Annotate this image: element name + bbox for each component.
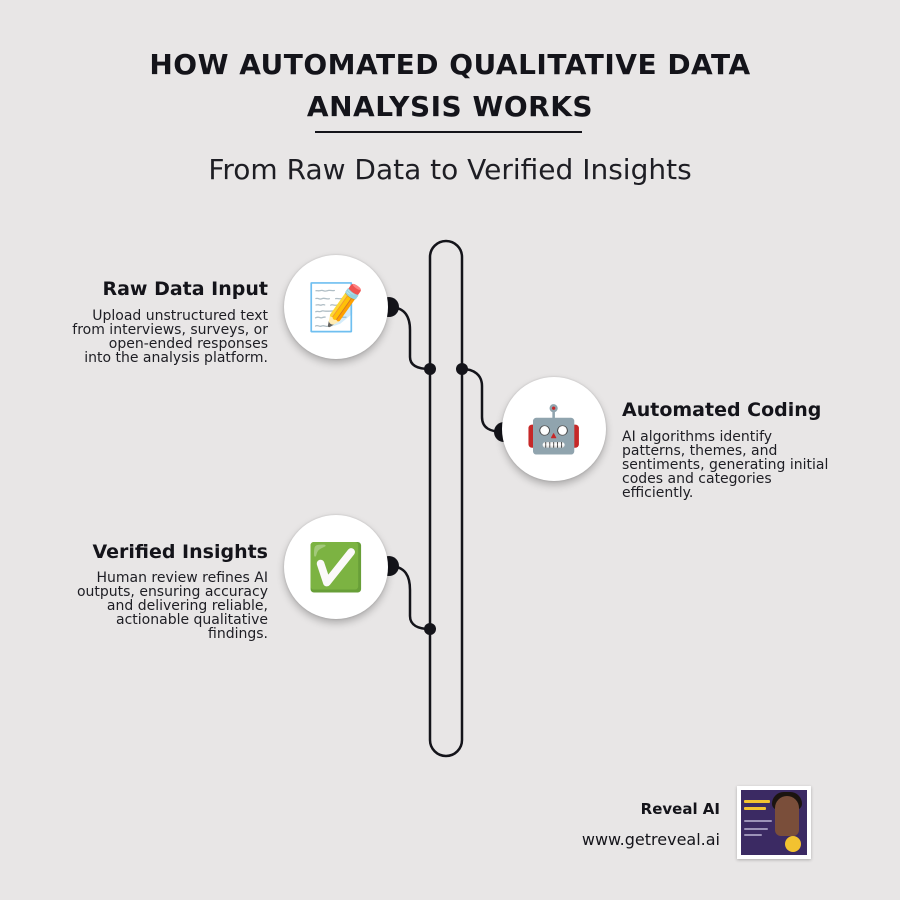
subtitle: From Raw Data to Verified Insights	[208, 153, 692, 186]
verified-insights-icon-circle	[284, 515, 388, 619]
desc-line: Human review refines AI	[96, 570, 268, 586]
desc-line: Upload unstructured text	[92, 308, 268, 324]
thumbnail-text-bar	[744, 820, 772, 822]
desc-line: efficiently.	[622, 485, 694, 501]
brand-name: Reveal AI	[640, 800, 720, 818]
desc-line: into the analysis platform.	[84, 350, 268, 366]
robot-icon: 🤖	[525, 402, 583, 456]
step-title-verified-insights: Verified Insights	[92, 541, 268, 563]
thumbnail-person	[775, 796, 799, 836]
thumbnail-badge	[785, 836, 801, 852]
desc-line: sentiments, generating initial	[622, 457, 829, 473]
step-desc-verified-insights	[77, 571, 268, 641]
desc-line: findings.	[208, 626, 268, 642]
desc-line: and delivering reliable,	[106, 598, 268, 614]
step-title-raw-data-input: Raw Data Input	[102, 278, 268, 300]
junction-dot-1	[424, 363, 436, 375]
desc-line: from interviews, surveys, or	[72, 322, 268, 338]
automated-coding-icon-circle	[502, 377, 606, 481]
desc-line: actionable qualitative	[116, 612, 268, 628]
connector-automated-coding	[462, 369, 504, 432]
desc-line: patterns, themes, and	[622, 443, 778, 459]
thumbnail-headline-bar	[744, 807, 766, 810]
memo-pencil-icon: 📝	[307, 280, 365, 334]
junction-dot-3	[424, 623, 436, 635]
desc-line: AI algorithms identify	[622, 429, 773, 445]
junction-dot-2	[456, 363, 468, 375]
thumbnail-text-bar	[744, 834, 762, 836]
flow-track	[430, 241, 462, 756]
desc-line: codes and categories	[622, 471, 772, 487]
thumbnail-graphic	[741, 790, 807, 855]
desc-line: outputs, ensuring accuracy	[76, 584, 268, 600]
title-line-2: ANALYSIS WORKS	[306, 90, 594, 123]
thumbnail-headline-bar	[744, 800, 770, 803]
thumbnail-text-bar	[744, 828, 768, 830]
step-title-automated-coding: Automated Coding	[622, 399, 822, 421]
desc-line: open-ended responses	[108, 336, 268, 352]
brand-url[interactable]: www.getreveal.ai	[581, 830, 720, 849]
check-mark-icon: ✅	[307, 540, 365, 594]
connector-verified-insights	[389, 566, 430, 629]
step-desc-automated-coding	[622, 430, 828, 500]
brand-thumbnail	[737, 786, 811, 859]
connector-raw-data	[389, 307, 430, 369]
title-line-1: HOW AUTOMATED QUALITATIVE DATA	[149, 48, 751, 81]
raw-data-icon-circle	[284, 255, 388, 359]
step-desc-raw-data-input	[72, 309, 268, 365]
